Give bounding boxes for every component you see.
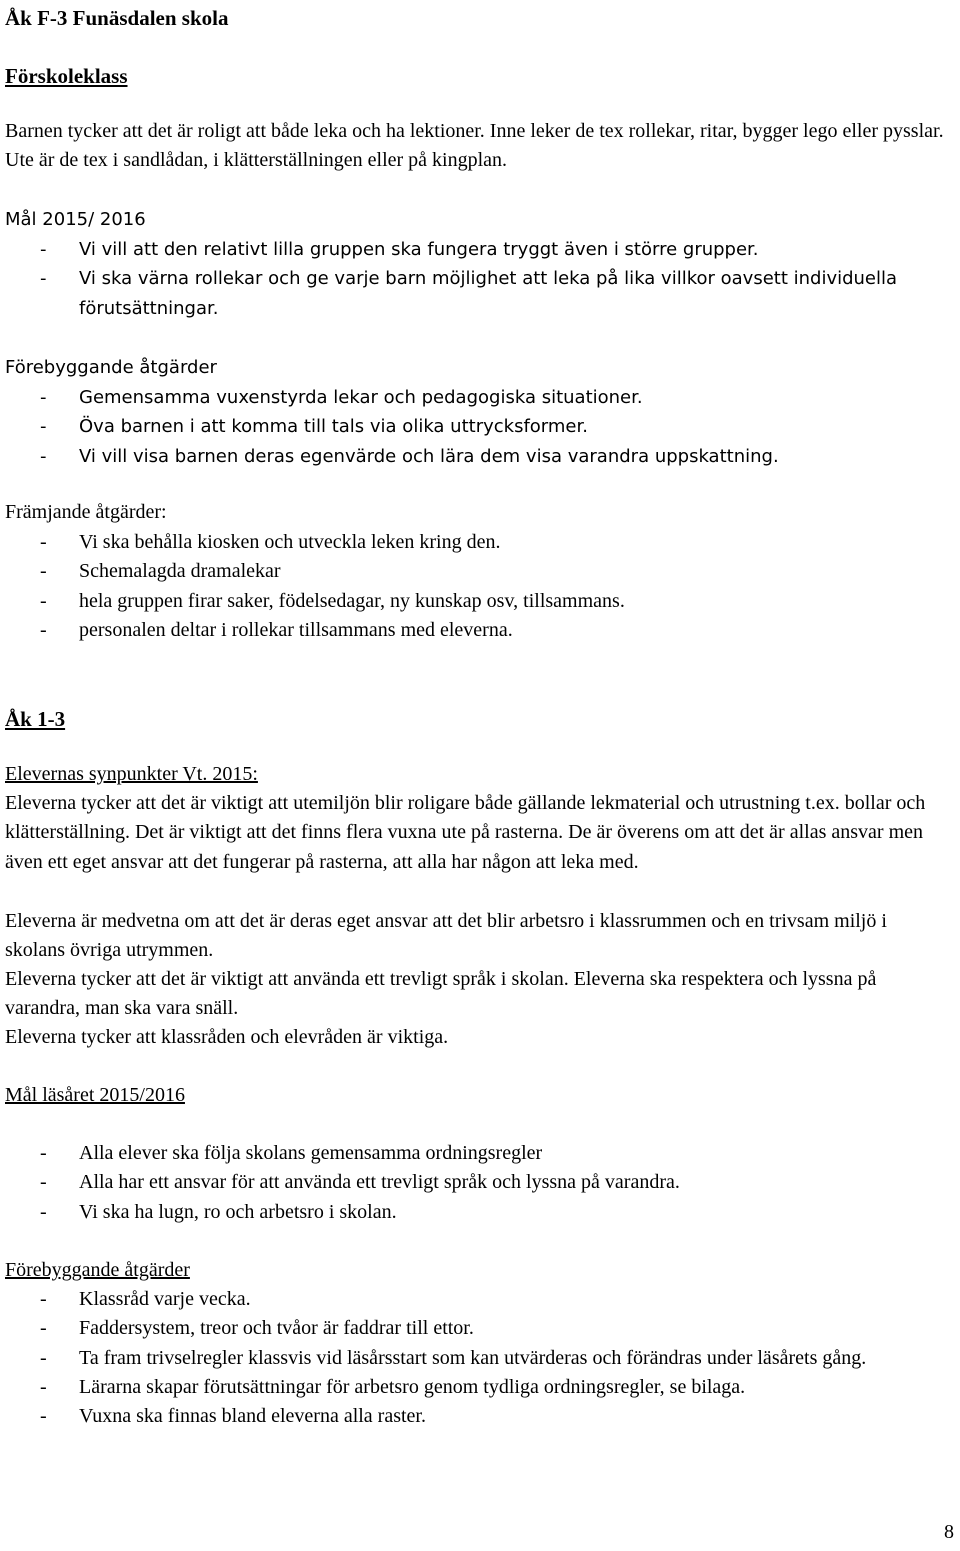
list-item: - Vi ska behålla kiosken och utveckla leken kring den. — [40, 531, 501, 553]
ak13-views-p4: Eleverna tycker att klassråden och elevråden är viktiga. — [5, 1026, 449, 1048]
list-item: - Vi ska värna rollekar och ge varje barn möjlighet att leka på lika villkor oavsett individuella förutsättningar. — [40, 268, 898, 319]
ak13-views-p3: Eleverna tycker att det är viktigt att använda ett trevligt språk i skolan. Eleverna ska respektera och lyssna på varandra, man ska vara snäll. — [5, 968, 877, 1020]
list-item: - Alla har ett ansvar för att använda ett trevligt språk och lyssna på varandra. — [40, 1171, 680, 1194]
forskoleklass-goals-list — [5, 235, 950, 323]
ak13-views-p1: Eleverna tycker att det är viktigt att utemiljön blir roligare både gällande lekmaterial och utrustning t.ex. bollar och klätterställning. Det är viktigt att det finns flera vuxna ute på rasterna. De är överens om att det är allas ansvar men även ett eget ansvar att det fungerar på rasterna, att alla har någon att leka med. — [5, 792, 926, 873]
section-heading-ak13: Åk 1-3 — [5, 707, 66, 731]
list-item: - Vi vill visa barnen deras egenvärde och lära dem visa varandra uppskattning. — [40, 445, 779, 467]
list-item: - Vuxna ska finnas bland eleverna alla raster. — [40, 1405, 426, 1428]
list-item: - Alla elever ska följa skolans gemensamma ordningsregler — [40, 1142, 543, 1164]
forskoleklass-promoting-list — [5, 528, 950, 645]
forskoleklass-goals-label: Mål 2015/ 2016 — [5, 209, 146, 230]
list-item: - Vi vill att den relativt lilla gruppen ska fungera tryggt även i större grupper. — [40, 239, 759, 260]
page-number: 8 — [944, 1521, 954, 1543]
forskoleklass-preventive-label: Förebyggande åtgärder — [5, 357, 217, 378]
list-item: - Ta fram trivselregler klassvis vid läsårsstart som kan utvärderas och förändras under läsårets gång. — [40, 1346, 867, 1369]
list-item: - Schemalagda dramalekar — [40, 560, 281, 583]
list-item: - Klassråd varje vecka. — [40, 1288, 251, 1310]
list-item: - personalen deltar i rollekar tillsammans med eleverna. — [40, 618, 513, 641]
list-item: - hela gruppen firar saker, födelsedagar, ny kunskap osv, tillsammans. — [40, 589, 625, 612]
list-item: - Gemensamma vuxenstyrda lekar och pedagogiska situationer. — [40, 387, 643, 408]
ak13-preventive-list — [5, 1285, 950, 1431]
page-title: Åk F-3 Funäsdalen skola — [5, 6, 229, 30]
list-item: - Vi ska ha lugn, ro och arbetsro i skolan. — [40, 1200, 397, 1223]
ak13-views-label: Elevernas synpunkter Vt. 2015: — [5, 763, 258, 785]
ak13-goals-list — [5, 1139, 950, 1227]
list-item: - Öva barnen i att komma till tals via olika uttrycksformer. — [40, 416, 588, 438]
forskoleklass-promoting-label: Främjande åtgärder: — [5, 501, 167, 523]
ak13-preventive-label: Förebyggande åtgärder — [5, 1259, 190, 1281]
ak13-goals-label: Mål läsåret 2015/2016 — [5, 1084, 185, 1106]
section-heading-forskoleklass: Förskoleklass — [5, 64, 128, 88]
forskoleklass-preventive-list — [5, 383, 950, 471]
list-item: - Faddersystem, treor och tvåor är faddrar till ettor. — [40, 1317, 474, 1340]
forskoleklass-intro: Barnen tycker att det är roligt att både leka och ha lektioner. Inne leker de tex rollekar, ritar, bygger lego eller pysslar. Ute är de tex i sandlådan, i klätterställningen eller på kingplan. — [5, 120, 944, 172]
list-item: - Lärarna skapar förutsättningar för arbetsro genom tydliga ordningsregler, se bilaga. — [40, 1375, 746, 1398]
ak13-views-p2: Eleverna är medvetna om att det är deras eget ansvar att det blir arbetsro i klassrummen och en trivsam miljö i skolans övriga utrymmen. — [5, 910, 887, 962]
